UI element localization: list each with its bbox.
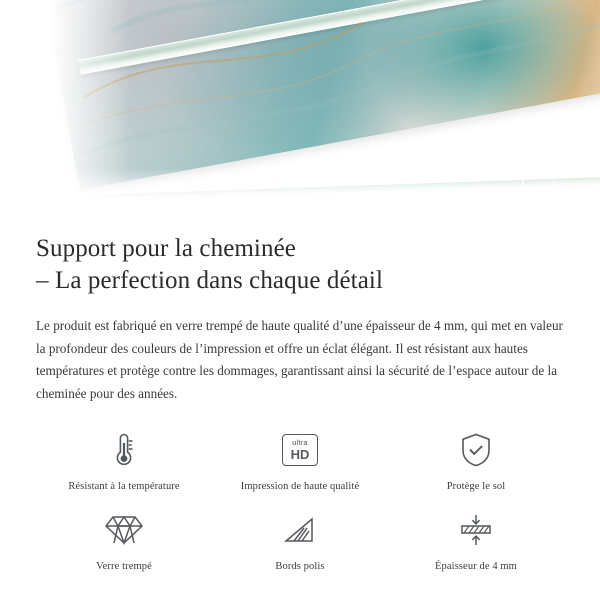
polished-edges-icon <box>282 508 318 552</box>
thermometer-icon <box>111 428 137 472</box>
diamond-icon <box>104 508 144 552</box>
headline-line-2: – La perfection dans chaque détail <box>36 267 383 294</box>
feature-label: Bords polis <box>275 560 325 572</box>
page-title <box>36 233 564 297</box>
ultra-hd-badge-bottom: HD <box>290 446 310 462</box>
feature-label: Protège le sol <box>446 480 506 492</box>
feature-item-tempered-glass <box>36 508 212 572</box>
shield-check-icon <box>459 428 493 472</box>
feature-label: Verre trempé <box>96 560 152 572</box>
feature-label: Impression de haute qualité <box>240 480 360 492</box>
thickness-arrows-icon <box>456 508 496 552</box>
ultra-hd-badge-top: ultra <box>292 438 308 448</box>
headline-line-1: Support pour la cheminée <box>36 235 296 262</box>
feature-list <box>36 428 564 572</box>
content-area <box>0 233 600 572</box>
feature-item-print-quality <box>212 428 388 492</box>
feature-item-floor-protection <box>388 428 564 492</box>
feature-label: Épaisseur de 4 mm <box>435 560 517 572</box>
hero-fade-bottom <box>0 169 600 215</box>
ultra-hd-icon <box>282 428 318 472</box>
feature-label: Résistant à la température <box>68 480 180 492</box>
hero-image-inner <box>0 0 600 215</box>
feature-item-temperature-resistant <box>36 428 212 492</box>
feature-item-thickness <box>388 508 564 572</box>
description-paragraph: Le produit est fabriqué en verre trempé de haute qualité d’une épaisseur de 4 mm, qui met en valeur la profondeur des couleurs de l’impression et offre un éclat élégant. Il est résistant aux hautes températures et protège contre les dommages, garantissant ainsi la sécurité de l’espace autour de la cheminée pour des années. <box>36 318 563 402</box>
hero-image <box>0 0 600 215</box>
feature-item-polished-edges <box>212 508 388 572</box>
